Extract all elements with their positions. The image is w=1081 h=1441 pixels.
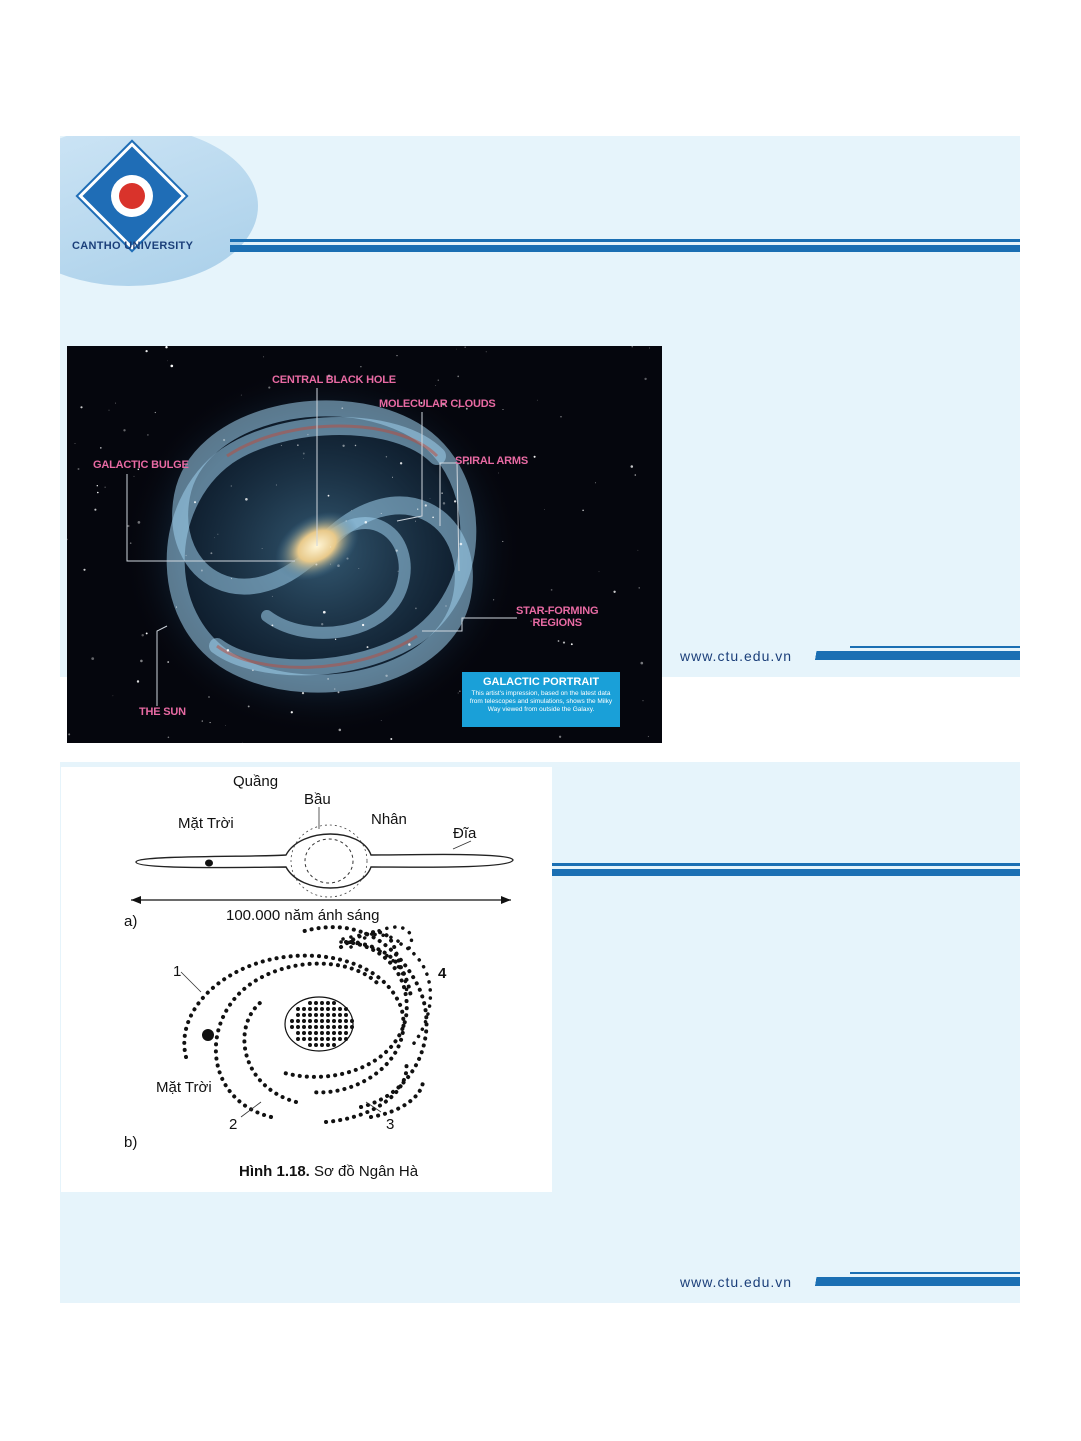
header-rule-2	[540, 863, 1020, 876]
label-molecular-clouds: MOLECULAR CLOUDS	[379, 398, 496, 410]
label-galactic-bulge: GALACTIC BULGE	[93, 459, 189, 471]
header-rule	[230, 239, 1020, 252]
label-2: 2	[229, 1116, 238, 1133]
galactic-portrait-banner	[462, 672, 620, 727]
label-quang: Quầng	[233, 773, 279, 790]
label-star-forming	[516, 605, 598, 629]
label-a: a)	[124, 913, 138, 930]
label-1: 1	[173, 963, 182, 980]
label-3: 3	[386, 1116, 395, 1133]
label-star-forming-line2: REGIONS	[532, 617, 582, 629]
label-bau: Bầu	[304, 791, 331, 808]
label-dia: Đĩa	[453, 825, 477, 842]
caption-text: Sơ đồ Ngân Hà	[309, 1163, 419, 1180]
label-distance: 100.000 năm ánh sáng	[226, 907, 380, 924]
footer-thin-rule	[850, 646, 1020, 648]
label-spiral-arms: SPIRAL ARMS	[455, 455, 528, 467]
label-the-sun: THE SUN	[139, 706, 186, 718]
footer-rule-2	[808, 1277, 1020, 1286]
caption-number: Hình 1.18.	[239, 1163, 310, 1180]
milky-way-image	[67, 346, 662, 743]
label-star-forming-line1: STAR-FORMING	[516, 605, 599, 617]
label-b: b)	[124, 1134, 138, 1151]
figure-caption	[239, 1163, 418, 1180]
footer-thin-rule-2	[850, 1272, 1020, 1274]
footer-url: www.ctu.edu.vn	[680, 648, 793, 664]
galaxy-diagram-image	[61, 767, 552, 1192]
label-central-black-hole: CENTRAL BLACK HOLE	[272, 374, 396, 386]
portrait-title: GALACTIC PORTRAIT	[482, 676, 600, 688]
label-mat-troi-a: Mặt Trời	[178, 815, 234, 832]
portrait-body: This artist's impression, based on the latest data from telescopes and simulations, shows the Milky Way viewed from outside the Galaxy.	[469, 690, 613, 713]
label-4: 4	[438, 965, 447, 982]
logo-text: CANTHO UNIVERSITY	[72, 240, 194, 252]
galaxy-schematic	[61, 767, 552, 1192]
footer-url-2: www.ctu.edu.vn	[680, 1274, 793, 1290]
label-nhan: Nhân	[371, 811, 407, 828]
label-mat-troi-b: Mặt Trời	[156, 1079, 212, 1096]
footer-rule	[808, 651, 1020, 660]
